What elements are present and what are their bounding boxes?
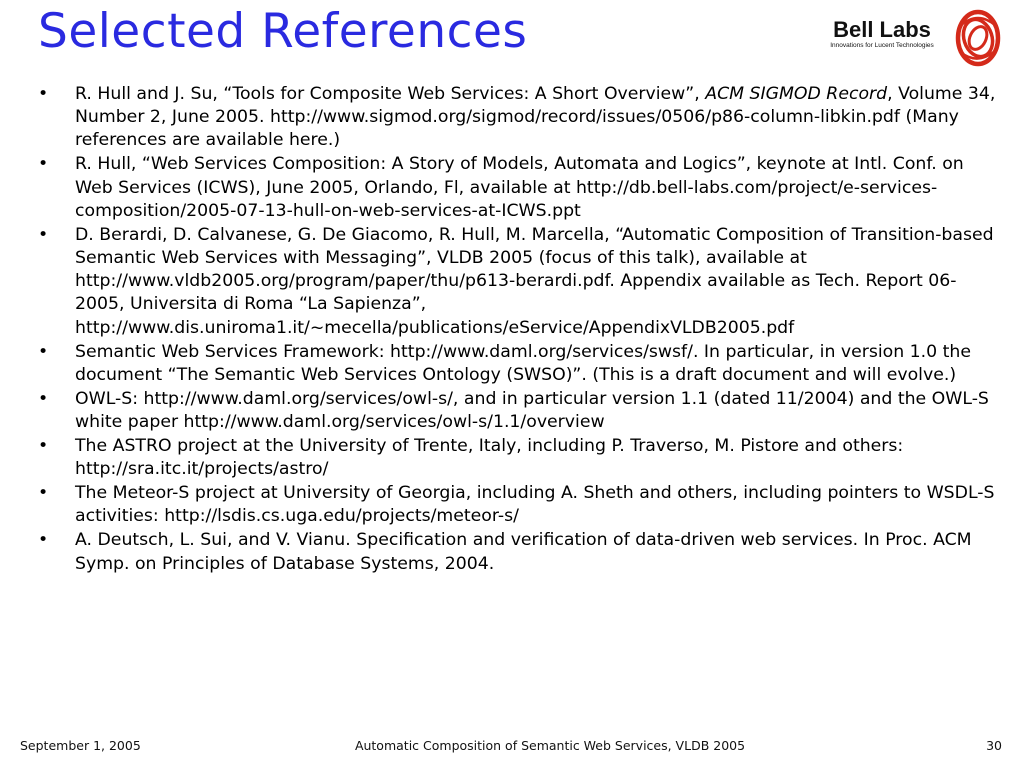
reference-text: Semantic Web Services Framework: http://www.daml.org/services/swsf/. In particular, in version 1.0 the document “The Semantic Web Services Ontology (SWSO)”. (This is a draft document and will evolve.) [75, 341, 972, 385]
reference-item [38, 482, 998, 528]
page-number: 30 [986, 738, 1002, 753]
reference-item [38, 529, 998, 575]
reference-item [38, 388, 998, 434]
reference-item [38, 435, 998, 481]
reference-item [38, 224, 998, 340]
reference-text: D. Berardi, D. Calvanese, G. De Giacomo, R. Hull, M. Marcella, “Automatic Composition of Transition-based Semantic Web Services with Messaging”, VLDB 2005 (focus of this talk), available at http://www.vldb2005.org/program/paper/thu/p613-berardi.pdf. Appendix available as Tech. Report 06-2005, Universita di Roma “La Sapienza”, http://www.dis.uniroma1.it/~mecella/publications/eService/AppendixVLDB2005.pdf [75, 224, 994, 338]
reference-item [38, 341, 998, 387]
reference-text: R. Hull, “Web Services Composition: A Story of Models, Automata and Logics”, keynote at Intl. Conf. on Web Services (ICWS), June 2005, Orlando, Fl, available at http://db.bell-labs.com/project/e-services-composition/2005-07-13-hull-on-web-services-at-ICWS.ppt [75, 154, 964, 221]
logo-name: Bell Labs [833, 17, 931, 42]
bell-labs-logo [818, 8, 1018, 70]
reference-text: OWL-S: http://www.daml.org/services/owl-s/, and in particular version 1.1 (dated 11/2004) and the OWL-S white paper http://www.daml.org/services/owl-s/1.1/overview [75, 388, 989, 433]
footer-title: Automatic Composition of Semantic Web Services, VLDB 2005 [354, 738, 746, 753]
reference-text: The ASTRO project at the University of Trente, Italy, including P. Traverso, M. Pistore and others: http://sra.itc.it/projects/astro/ [75, 436, 904, 480]
slide-title: Selected References [38, 4, 528, 59]
reference-item [38, 153, 998, 223]
logo-text [818, 18, 946, 50]
reference-venue: ACM SIGMOD Record [705, 84, 888, 104]
reference-list [38, 83, 998, 577]
reference-text: The Meteor-S project at University of Georgia, including A. Sheth and others, including pointers to WSDL-S activities: http://lsdis.cs.uga.edu/projects/meteor-s/ [75, 483, 995, 527]
reference-text: A. Deutsch, L. Sui, and V. Vianu. Specification and verification of data-driven web services. In Proc. ACM Symp. on Principles of Database Systems, 2004. [75, 530, 972, 574]
reference-text-tail: , Volume 34, Number 2, June 2005. http://www.sigmod.org/sigmod/record/issues/0506/p86-column-libkin.pdf (Many references are available here.) [75, 84, 996, 151]
reference-text: R. Hull and J. Su, “Tools for Composite Web Services: A Short Overview”, [75, 84, 706, 104]
bell-labs-swirl-icon [954, 8, 1002, 68]
logo-tagline: Innovations for Lucent Technologies [830, 42, 934, 49]
reference-item [38, 83, 998, 153]
footer-date: September 1, 2005 [20, 738, 141, 753]
